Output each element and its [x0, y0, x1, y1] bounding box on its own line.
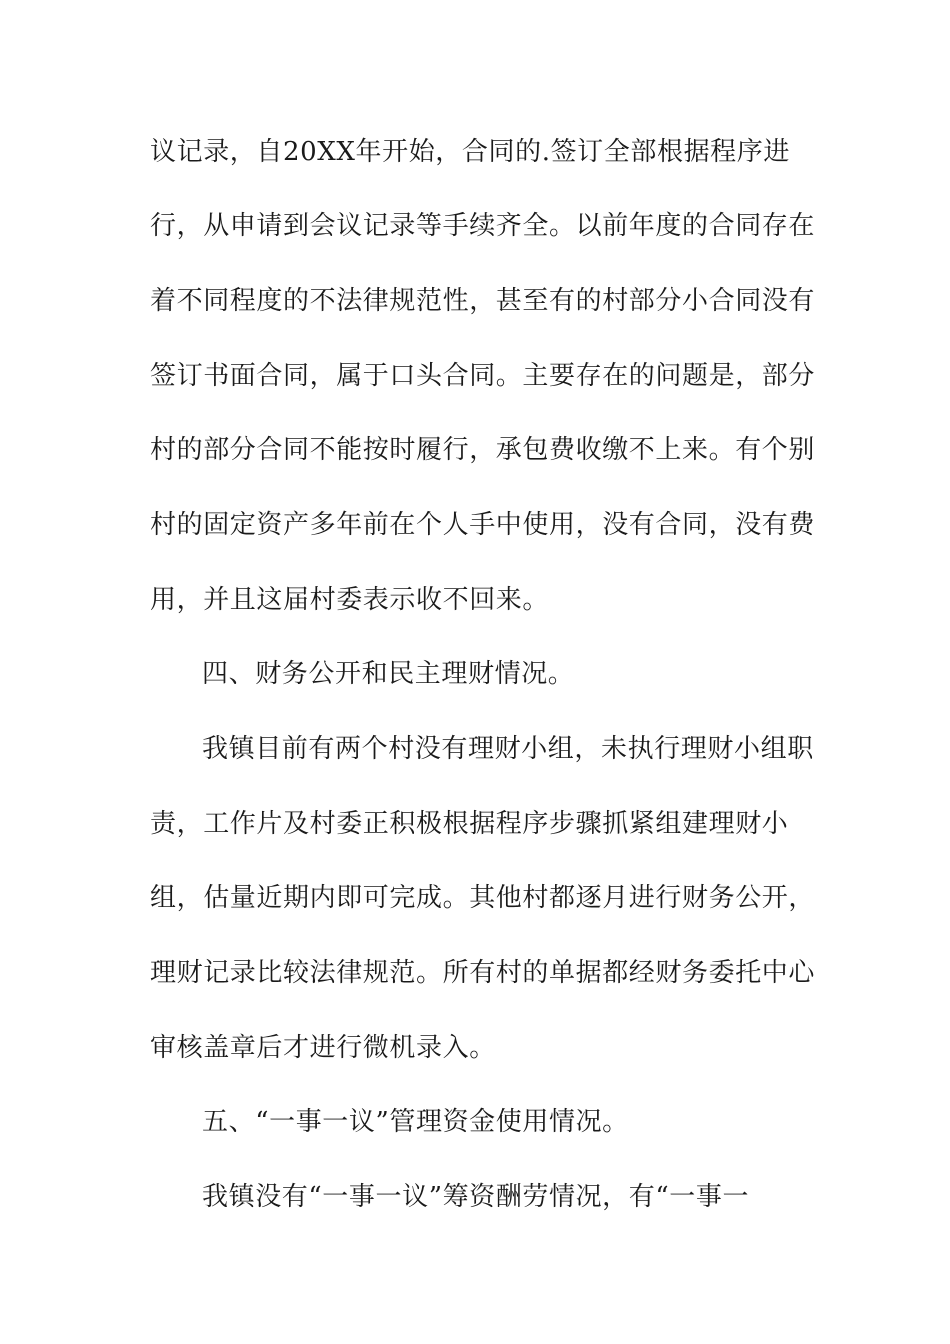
text-line: 村的部分合同不能按时履行，承包费收缴不上来。有个别 [150, 435, 816, 465]
text-line: 责，工作片及村委正积极根据程序步骤抓紧组建理财小 [150, 809, 789, 839]
section-heading: 五、“一事一议”管理资金使用情况。 [202, 1107, 629, 1137]
text-line: 村的固定资产多年前在个人手中使用，没有合同，没有费 [150, 510, 816, 540]
text-line: 审核盖章后才进行微机录入。 [150, 1033, 496, 1063]
text-line: 着不同程度的不法律规范性，甚至有的村部分小合同没有 [150, 286, 816, 316]
text-line: 用，并且这届村委表示收不回来。 [150, 585, 550, 615]
section-heading: 四、财务公开和民主理财情况。 [202, 659, 575, 689]
text-line: 理财记录比较法律规范。所有村的单据都经财务委托中心 [150, 958, 816, 988]
text-line: 议记录，自20XX年开始，合同的.签订全部根据程序进 [150, 137, 790, 167]
paragraph-first-line: 我镇目前有两个村没有理财小组，未执行理财小组职 [202, 734, 814, 764]
paragraph-first-line: 我镇没有“一事一议”筹资酬劳情况，有“一事一 [202, 1182, 750, 1212]
text-line: 签订书面合同，属于口头合同。主要存在的问题是，部分 [150, 361, 816, 391]
text-line: 行，从申请到会议记录等手续齐全。以前年度的合同存在 [150, 211, 816, 241]
text-line: 组，估量近期内即可完成。其他村都逐月进行财务公开， [150, 883, 816, 913]
